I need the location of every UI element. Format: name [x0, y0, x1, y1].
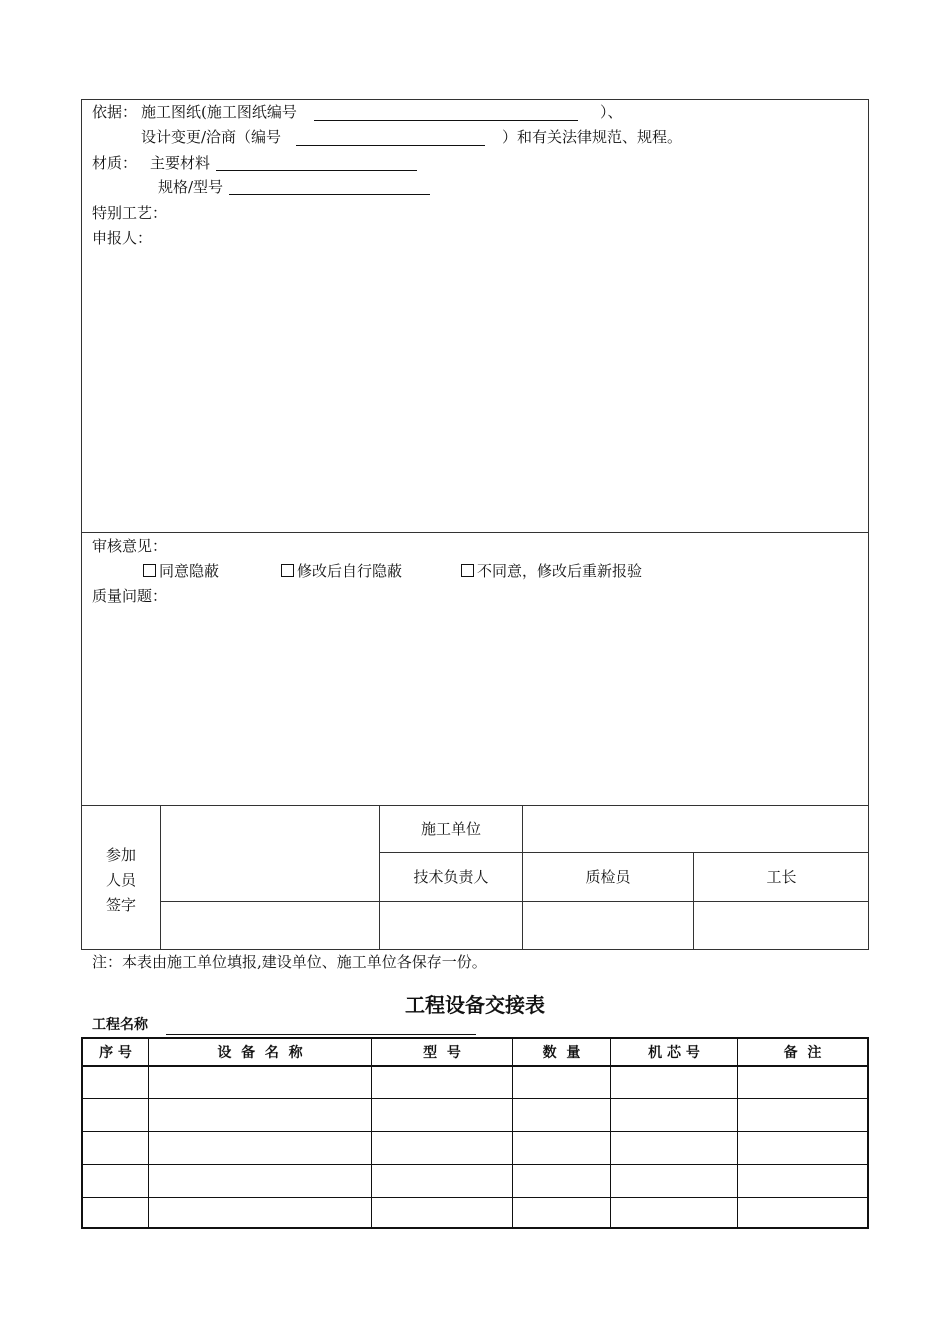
applicant-label: 申报人： — [92, 229, 153, 247]
checkbox-icon[interactable] — [461, 564, 474, 577]
drawing-number-prefix: 施工图纸(施工图纸编号 — [141, 103, 297, 121]
checkbox-icon[interactable] — [281, 564, 294, 577]
drawing-number-suffix: ）、 — [600, 103, 623, 121]
option-modify-self[interactable]: 修改后自行隐蔽 — [281, 562, 402, 580]
table-row — [83, 1098, 867, 1099]
inspector-label: 质检员 — [585, 868, 631, 886]
section-divider — [81, 805, 869, 806]
equipment-table — [81, 1037, 869, 1229]
grid-line — [379, 852, 869, 853]
project-name-field[interactable] — [166, 1034, 476, 1035]
construction-unit-label: 施工单位 — [420, 820, 481, 838]
spec-model-field[interactable] — [229, 194, 430, 195]
grid-line — [610, 1039, 611, 1227]
material-label: 材质： — [92, 154, 138, 172]
grid-line — [160, 901, 869, 902]
review-opinion-label: 审核意见： — [92, 537, 168, 555]
col-header-quantity: 数 量 — [542, 1045, 581, 1061]
quality-issue-label: 质量问题： — [92, 587, 168, 605]
design-change-field[interactable] — [296, 145, 485, 146]
foreman-label: 工长 — [766, 868, 797, 886]
option-disagree[interactable]: 不同意，修改后重新报验 — [461, 562, 642, 580]
grid-line — [371, 1039, 372, 1227]
col-header-model: 型 号 — [423, 1045, 461, 1061]
main-material-label: 主要材料 — [150, 154, 211, 172]
tech-lead-label: 技术负责人 — [413, 868, 489, 886]
drawing-number-field[interactable] — [314, 120, 578, 121]
special-process-label: 特别工艺： — [92, 204, 168, 222]
col-header-index: 序 号 — [99, 1045, 132, 1061]
section-divider — [81, 532, 869, 533]
basis-label: 依据： — [92, 103, 138, 121]
col-header-equipment-name: 设 备 名 称 — [217, 1045, 303, 1061]
option-agree[interactable]: 同意隐蔽 — [143, 562, 219, 580]
grid-line — [512, 1039, 513, 1227]
design-change-suffix: ）和有关法律规范、规程。 — [502, 128, 683, 146]
grid-line — [160, 805, 161, 950]
participants-sign-label: 参加 人员 签字 — [105, 846, 136, 914]
main-material-field[interactable] — [216, 170, 417, 171]
footnote: 注：本表由施工单位填报,建设单位、施工单位各保存一份。 — [92, 953, 487, 971]
spec-model-label: 规格/型号 — [158, 178, 224, 196]
col-header-remarks: 备 注 — [783, 1045, 822, 1061]
table-row — [83, 1131, 867, 1132]
col-header-movement-no: 机 芯 号 — [648, 1045, 700, 1061]
table-row — [83, 1197, 867, 1198]
project-name-label: 工程名称 — [92, 1017, 148, 1033]
checkbox-icon[interactable] — [143, 564, 156, 577]
table-row — [83, 1164, 867, 1165]
grid-line — [148, 1039, 149, 1227]
equipment-handover-title: 工程设备交接表 — [405, 993, 545, 1017]
header-divider — [83, 1065, 867, 1067]
design-change-prefix: 设计变更/洽商（编号 — [141, 128, 282, 146]
grid-line — [737, 1039, 738, 1227]
